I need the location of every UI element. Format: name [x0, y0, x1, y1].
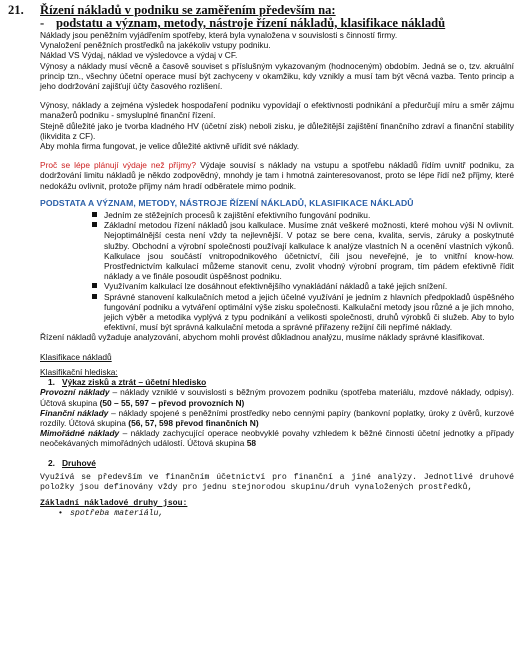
- intro-paragraph: Náklady jsou peněžním vyjádřením spotřeby, která byla vynaložena v souvislosti s činností firmy.: [40, 30, 398, 40]
- cost-type-name: Mimořádné náklady: [40, 428, 120, 439]
- druhove-paragraph: Využívá se především ve finančním účetnictví pro finanční a jiné analýzy. Jednotlivé druhové položky jsou definovány vždy pro jednu stejnorodou skupinu/druh vynaložených prostředků,: [40, 472, 514, 493]
- cost-type-name: Provozní náklady: [40, 387, 110, 398]
- item-2-heading: [48, 458, 514, 468]
- zakladni-label: Základní nákladové druhy jsou:: [40, 498, 188, 508]
- heading-dash: -: [40, 16, 45, 30]
- klasifikace-label: Klasifikace nákladů: [40, 351, 112, 362]
- intro-paragraph: Výnosy a náklady musí věcně a časově souviset s příslušným vykazovaným (hodnoceným) obdobím. Jedná se o, tzv. akruální princip tzn., všechny účetní operace musí být zachyceny v okamžiku, kdy vznikly a musí tam být věcná vazba. Tento princip a jeho dodržování zajišťují účty časového rozlišení.: [40, 60, 514, 92]
- bullet-list: [40, 210, 514, 332]
- cost-type-text: – náklady spojené s peněžními prostředky nebo cennými papíry (bankovní poplatky, úroky z úvěrů, kurzové rozdíly. Účtová skupina: [40, 407, 514, 428]
- heading-number: 21.: [8, 3, 24, 17]
- cost-type-accounts: (50 – 55, 597 – převod provozních N): [99, 397, 245, 408]
- item-1-title: Výkaz zisků a ztrát – účetní hledisko: [61, 377, 207, 388]
- question-red: Proč se lépe plánují výdaje než příjmy?: [40, 160, 197, 171]
- intro-paragraph: Náklad VS Výdaj, náklad ve výsledovce a výdaj v CF.: [40, 50, 238, 61]
- heading-title: Řízení nákladů v podniku se zaměřením především na:: [40, 3, 336, 17]
- intro-block: [40, 30, 514, 91]
- cost-type-mimoradne: [40, 428, 514, 448]
- bullet-item: Jedním ze stěžejních procesů k zajištění efektivního fungování podniku.: [104, 210, 514, 220]
- item-1-heading: [48, 377, 514, 387]
- significance-paragraph: Výnosy, náklady a zejména výsledek hospodaření podniku vypovídají o efektivnosti podnikání a předurčují míru a směr zájmu manažerů podniku - smysluplné finanční řízení.: [40, 100, 514, 121]
- zakladni-item: • spotřeba materiálu,: [70, 509, 514, 519]
- cost-type-accounts: 58: [246, 438, 257, 449]
- item-2-title: Druhové: [61, 457, 96, 468]
- heading-subtitle: podstatu a význam, metody, nástroje řízení nákladů, klasifikace nákladů: [56, 16, 446, 30]
- heading-subtitle-line: [40, 17, 514, 30]
- significance-paragraph: Stejně důležité jako je tvorba kladného HV (účetní zisk) neboli zisku, je důležitější zajištění finančního zdraví a finanční stability (likvidita z CF).: [40, 120, 514, 141]
- cost-type-provozni: [40, 387, 514, 407]
- cost-type-text: – náklady zachycující operace neobvyklé povahy vzhledem k běžné činnosti účetní jednotky a případy neočekávaných mimořádných událostí. Účtová skupina: [40, 428, 514, 449]
- question-paragraph: [40, 160, 514, 191]
- cost-type-accounts: (56, 57, 598 převod finančních N): [128, 417, 259, 428]
- bullet-item: Správné stanovení kalkulačních metod a jejich účelné využívání je jedním z hlavních předpokladů úspěšného fungování podniku a vytváření optimální výše zisku společnosti. Kalkulační metody jsou různé a je jich mnoho, jejich výběr a metodika vyplývá z typu podnikání a velikosti společnosti, druhů výrobků či služeb. Aby to bylo efektivní, musí být správná kalkulační metoda a správné přiřazeny režijní čili nepřímé náklady.: [104, 291, 514, 333]
- hlediska-label: Klasifikační hlediska:: [40, 366, 118, 377]
- bullet-item: Základní metodou řízení nákladů jsou kalkulace. Musíme znát veškeré možnosti, které mohou výši N ovlivnit. Nejoptimálnější cesta není vždy ta nejlevnější. V potaz se bere cena, kvalita, servis, záruky a poskytnuté služby. Obchodní a výrobní společnosti používají kalkulace k analýze vlastních N a ocenění vlastních výkonů. Kalkulace jsou součástí vnitropodnikového účetnictví, čili jsou neveřejné, je to vnitřní know-how. Prostřednictvím kalkulací můžeme stanovit cenu, zvolit vhodný výrobní program, tím pádem efektivně řídit náklady a ve finále posoudit úspěšnost podniku.: [104, 220, 514, 282]
- section-heading: PODSTATA A VÝZNAM, METODY, NÁSTROJE ŘÍZENÍ NÁKLADŮ, KLASIFIKACE NÁKLADŮ: [40, 197, 414, 208]
- cost-type-financni: [40, 408, 514, 428]
- cost-type-text: – náklady vzniklé v souvislosti s běžným provozem podniku (spotřeba materiálu, mzdové náklady, odpisy). Účtová skupina: [40, 387, 514, 408]
- cost-type-name: Finanční náklady: [40, 407, 109, 418]
- question-answer: Výdaje souvisí s náklady na vstupu a spotřebu nákladů řídím uvnitř podniku, za dodržování limitu nákladů je někdo zodpovědný, mnohdy je tam i hmotná zainteresovanost, proto se lépe řídí než příjmy, které nedokážu ovlivnit, protože příjmy nám hradí odběratele mimo podnik.: [40, 160, 514, 191]
- significance-paragraph: Aby mohla firma fungovat, je velice důležité aktivně uřídit své náklady.: [40, 141, 300, 152]
- item-1-number: 1.: [48, 377, 55, 388]
- bullet-item: Využívaním kalkulací lze dosáhnout efektivnějšího vynakládání nákladů a také jejich snížení.: [104, 281, 514, 291]
- significance-block: [40, 100, 514, 151]
- intro-paragraph: Vynaložení peněžních prostředků na jakékoliv vstupy podniku.: [40, 40, 271, 51]
- document-heading: [8, 0, 514, 30]
- zakladni-list: [40, 509, 514, 519]
- item-2-number: 2.: [48, 457, 55, 468]
- after-bullets-paragraph: Řízení nákladů vyžaduje analyzování, abychom mohli provést důkladnou analýzu, musíme náklady správné klasifikovat.: [40, 332, 485, 343]
